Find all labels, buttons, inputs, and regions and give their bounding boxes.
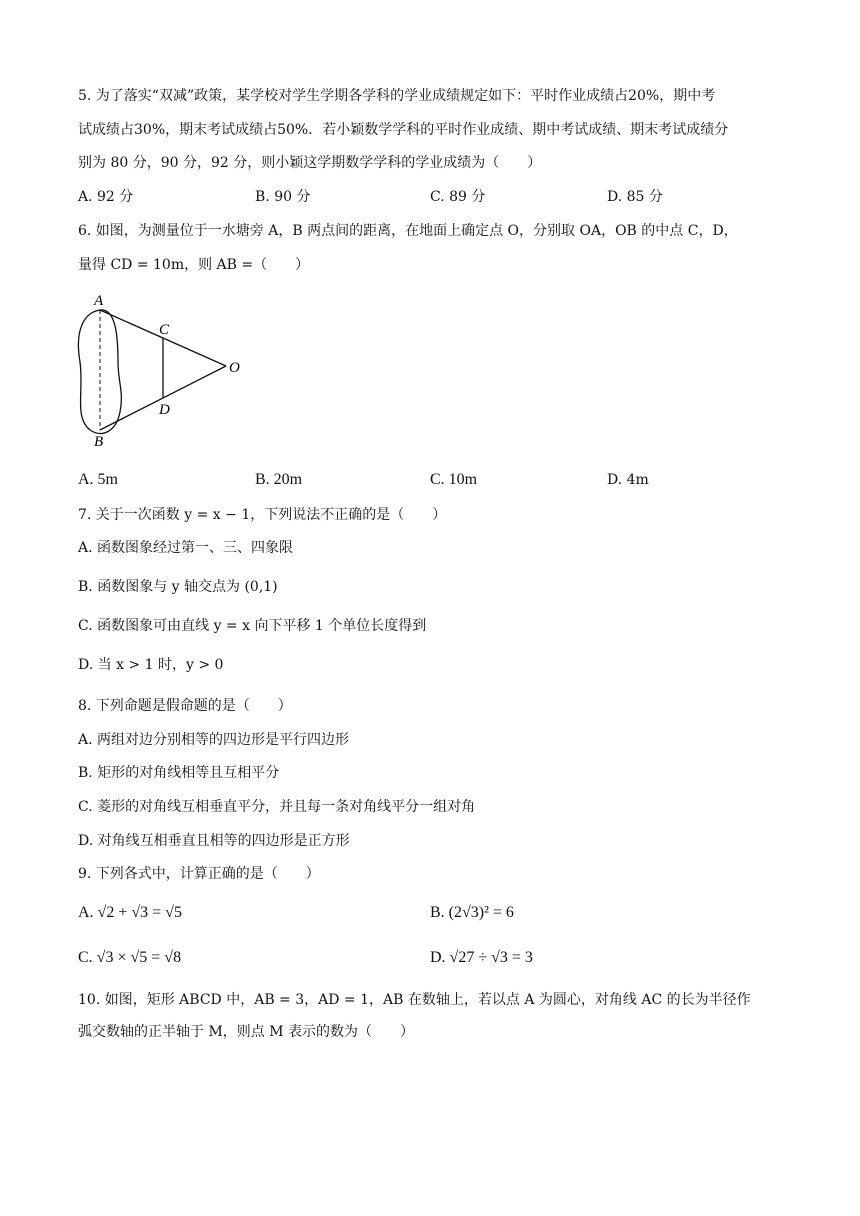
- q6-option-d: D. 4m: [607, 472, 649, 488]
- q9-option-c: C. √3 × √5 = √8: [78, 949, 182, 966]
- q8-option-b: B. 矩形的对角线相等且互相平分: [78, 765, 280, 781]
- q5-line-1: 5. 为了落实“双减”政策，某学校对学生学期各学科的学业成绩规定如下：平时作业成绩占20%，期中考: [78, 88, 716, 104]
- label-b: B: [94, 434, 104, 450]
- q7-option-a: A. 函数图象经过第一、三、四象限: [78, 540, 294, 556]
- q5-option-c: C. 89 分: [430, 189, 486, 205]
- q6-option-c: C. 10m: [430, 471, 478, 488]
- q6-option-b: B. 20m: [255, 471, 303, 488]
- q7-option-d: D. 当 x > 1 时，y > 0: [78, 657, 224, 673]
- pond-outline: [78, 310, 121, 434]
- q6-line-2: 量得 CD = 10m，则 AB =（ ）: [78, 257, 310, 273]
- q6-option-a: A. 5m: [78, 471, 118, 488]
- label-d: D: [159, 402, 170, 418]
- pond-diagram: [66, 292, 256, 452]
- q10-line-1: 10. 如图，矩形 ABCD 中，AB = 3，AD = 1，AB 在数轴上，若以点 A 为圆心，对角线 AC 的长为半径作: [78, 992, 751, 1008]
- q5-option-d: D. 85 分: [607, 189, 663, 205]
- q7-stem: 7. 关于一次函数 y = x − 1，下列说法不正确的是（ ）: [78, 507, 447, 523]
- q9-option-a: A. √2 + √3 = √5: [78, 904, 182, 921]
- label-c: C: [159, 322, 170, 338]
- q5-line-3: 别为 80 分，90 分，92 分，则小颖这学期数学学科的学业成绩为（ ）: [78, 155, 542, 171]
- label-o: O: [229, 360, 240, 376]
- q9-option-b: B. (2√3)² = 6: [430, 904, 514, 921]
- q8-option-d: D. 对角线互相垂直且相等的四边形是正方形: [78, 833, 350, 849]
- pond-figure: [66, 292, 256, 452]
- q9-stem: 9. 下列各式中，计算正确的是（ ）: [78, 866, 320, 882]
- label-a: A: [94, 293, 104, 309]
- q9-option-d: D. √27 ÷ √3 = 3: [430, 949, 533, 966]
- q7-option-c: C. 函数图象可由直线 y = x 向下平移 1 个单位长度得到: [78, 618, 427, 634]
- q7-option-b: B. 函数图象与 y 轴交点为 (0,1): [78, 579, 278, 595]
- q5-line-2: 试成绩占30%，期末考试成绩占50%．若小颖数学学科的平时作业成绩、期中考试成绩、期末考试成绩分: [78, 122, 729, 138]
- q6-line-1: 6. 如图，为测量位于一水塘旁 A，B 两点间的距离，在地面上确定点 O，分别取 OA，OB 的中点 C，D，: [78, 223, 738, 239]
- q5-option-a: A. 92 分: [78, 189, 134, 205]
- q8-stem: 8. 下列命题是假命题的是（ ）: [78, 698, 292, 714]
- q10-line-2: 弧交数轴的正半轴于 M，则点 M 表示的数为（ ）: [78, 1024, 415, 1040]
- q8-option-a: A. 两组对边分别相等的四边形是平行四边形: [78, 732, 350, 748]
- q8-option-c: C. 菱形的对角线互相垂直平分，并且每一条对角线平分一组对角: [78, 799, 476, 815]
- q5-option-b: B. 90 分: [255, 189, 311, 205]
